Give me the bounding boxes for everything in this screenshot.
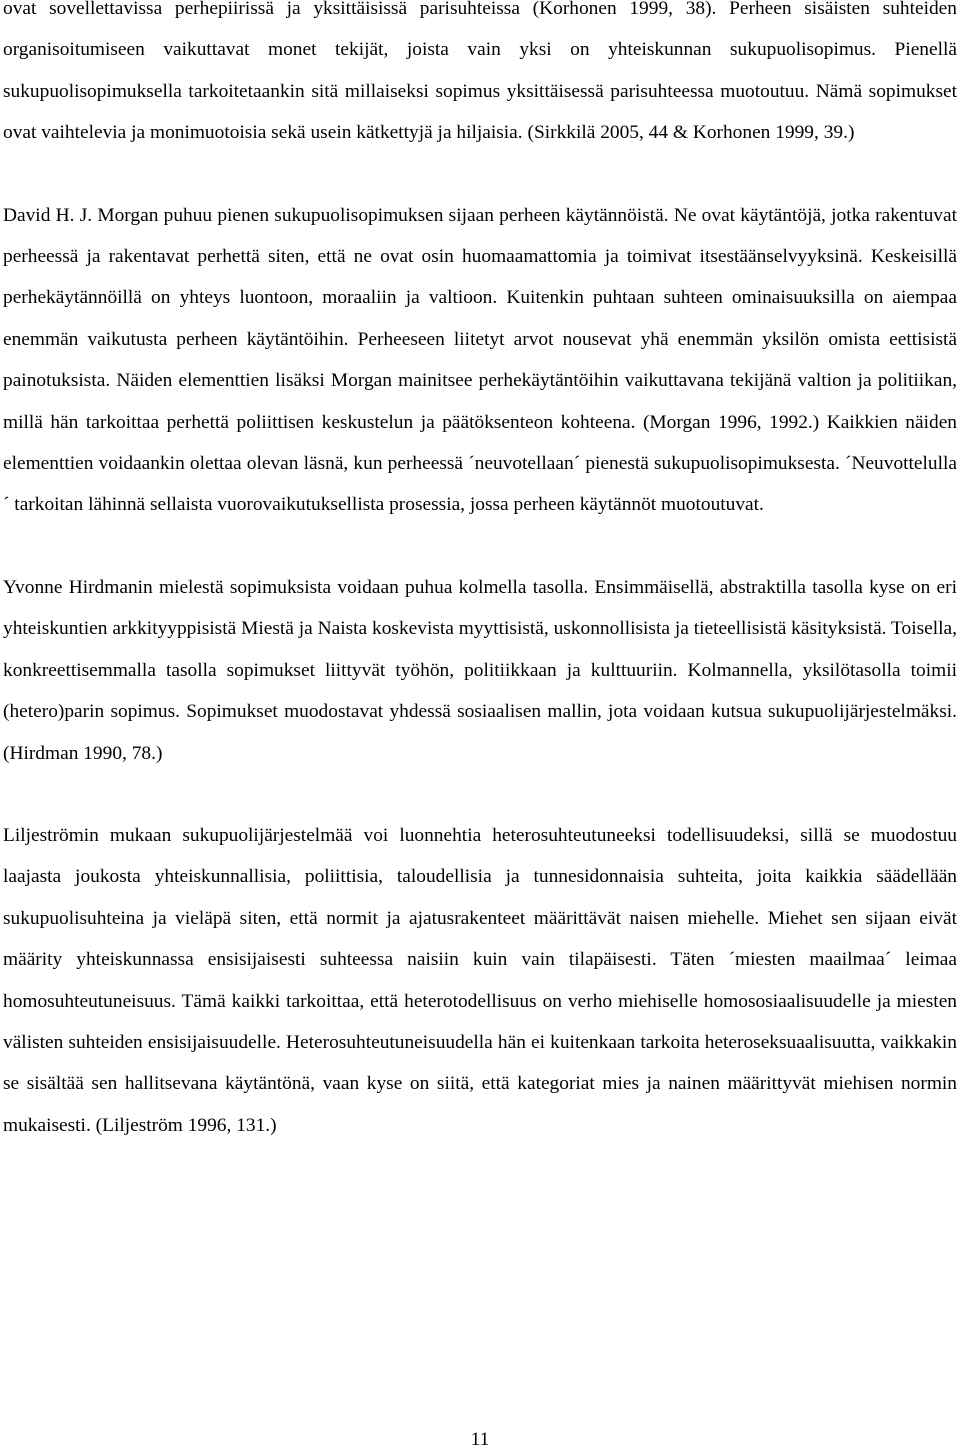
paragraph-spacer xyxy=(3,526,957,567)
paragraph-spacer xyxy=(3,154,957,195)
paragraph-morgan-family-practices: David H. J. Morgan puhuu pienen sukupuolisopimuksen sijaan perheen käytännöistä. Ne ovat käytäntöjä, jotka rakentuvat perheessä ja rakentavat perhettä siten, että ne ovat osin huomaamattomia ja toimivat itsestäänselvyyksinä. Keskeisillä perhekäytännöillä on yhteys luontoon, moraaliin ja valtioon. Kuitenkin puhtaan suhteen ominaisuuksilla on aiempaa enemmän vaikutusta perheen käytäntöihin. Perheeseen liitetyt arvot nousevat yhä enemmän yksilön omista eettisistä painotuksista. Näiden elementtien lisäksi Morgan mainitsee perhekäytäntöihin vaikuttavana tekijänä valtion ja politiikan, millä hän tarkoittaa perhettä poliittisen keskustelun ja päätöksenteon kohteena. (Morgan 1996, 1992.) Kaikkien näiden elementtien voidaankin olettaa olevan läsnä, kun perheessä ´neuvotellaan´ pienestä sukupuolisopimuksesta. ´Neuvottelulla´ tarkoitan lähinnä sellaista vuorovaikutuksellista prosessia, jossa perheen käytännöt muotoutuvat. xyxy=(3,204,957,516)
body-text xyxy=(3,0,957,1146)
paragraph-small-gender-contract: ovat sovellettavissa perhepiirissä ja yksittäisissä parisuhteissa (Korhonen 1999, 38). Perheen sisäisten suhteiden organisoitumiseen vaikuttavat monet tekijät, joista vain yksi on yhteiskunnan sukupuolisopimus. Pienellä sukupuolisopimuksella tarkoitetaankin sitä millaiseksi sopimus yksittäisessä parisuhteessa muotoutuu. Nämä sopimukset ovat vaihtelevia ja monimuotoisia sekä usein kätkettyjä ja hiljaisia. (Sirkkilä 2005, 44 & Korhonen 1999, 39.) xyxy=(3,0,957,144)
page-number: 11 xyxy=(470,1429,490,1450)
paragraph-spacer xyxy=(3,774,957,815)
paragraph-hirdman-contract-levels: Yvonne Hirdmanin mielestä sopimuksista voidaan puhua kolmella tasolla. Ensimmäisellä, abstraktilla tasolla kyse on eri yhteiskuntien arkkityyppisistä Miestä ja Naista koskevista myyttisistä, uskonnollisista ja tieteellisistä käsityksistä. Toisella, konkreettisemmalla tasolla sopimukset liittyvät työhön, politiikkaan ja kulttuuriin. Kolmannella, yksilötasolla toimii (hetero)parin sopimus. Sopimukset muodostavat yhdessä sosiaalisen mallin, jota voidaan kutsua sukupuolijärjestelmäksi. (Hirdman 1990, 78.) xyxy=(3,576,957,764)
paragraph-liljestrom-gender-system: Liljeströmin mukaan sukupuolijärjestelmää voi luonnehtia heterosuhteutuneeksi todellisuudeksi, sillä se muodostuu laajasta joukosta yhteiskunnallisia, poliittisia, taloudellisia ja tunnesidonnaisia suhteita, joita kaikkia säädellään sukupuolisuhteina ja vieläpä siten, että normit ja ajatusrakenteet määrittävät naisen miehelle. Miehet sen sijaan eivät määrity yhteiskunnassa ensisijaisesti suhteessa naisiin kuin vain tilapäisesti. Täten ´miesten maailmaa´ leimaa homosuhteutuneisuus. Tämä kaikki tarkoittaa, että heterotodellisuus on verho miehiselle homososiaalisuudelle ja miesten välisten suhteiden ensisijaisuudelle. Heterosuhteutuneisuudella hän ei kuitenkaan tarkoita heteroseksuaalisuutta, vaikkakin se sisältää sen hallitsevana käytäntönä, vaan kyse on siitä, että kategoriat mies ja nainen määrittyvät miehisen normin mukaisesti. (Liljeström 1996, 131.) xyxy=(3,824,957,1136)
